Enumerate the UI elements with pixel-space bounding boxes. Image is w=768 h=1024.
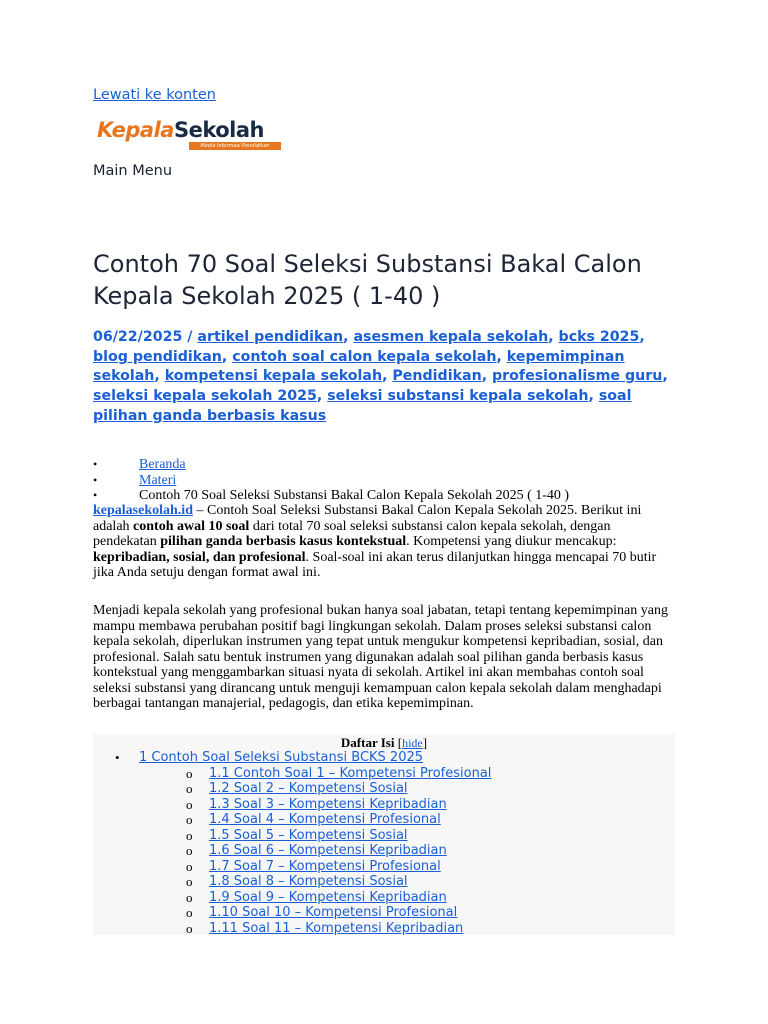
toc-item — [93, 797, 675, 813]
circle-bullet-icon: o — [186, 843, 193, 858]
intro-text: . Kompetensi yang diukur mencakup: — [406, 534, 617, 549]
toc-item-link[interactable]: 1.4 Soal 4 – Kompetensi Profesional — [209, 812, 441, 827]
circle-bullet-icon: o — [186, 858, 193, 874]
toc-item — [93, 890, 675, 906]
site-logo[interactable] — [95, 117, 285, 153]
category-link[interactable]: soal pilihan ganda berbasis kasus — [93, 388, 632, 424]
toc-item — [93, 766, 675, 782]
circle-bullet-icon: o — [186, 827, 193, 843]
logo-tagline: Media Informasi Pendidikan — [189, 142, 281, 150]
category-link[interactable]: seleksi substansi kepala sekolah — [327, 388, 589, 405]
toc-item — [93, 828, 675, 844]
toc-item — [93, 781, 675, 797]
toc-list — [93, 750, 675, 936]
category-link[interactable]: artikel pendidikan — [197, 329, 344, 345]
toc-item-link[interactable]: 1.5 Soal 5 – Kompetensi Sosial — [209, 827, 408, 843]
breadcrumb-materi-link[interactable]: Materi — [139, 472, 177, 488]
intro-bold: kepribadian, sosial, dan profesional — [93, 549, 306, 565]
circle-bullet-icon: o — [186, 874, 193, 889]
logo-text-kepala: Kepala — [97, 118, 174, 142]
toc-item — [93, 843, 675, 859]
toc-title: Daftar Isi [hide] — [340, 735, 428, 750]
post-meta: 06/22/2025 / artikel pendidikan, asesmen kepala sekolah, bcks 2025, blog pendidikan, contoh soal calon kepala sekolah, kepemimpinan sekolah, kompetensi kepala sekolah, Pendidikan, profesionalisme guru, seleksi kepala sekolah 2025, seleksi substansi kepala sekolah, soal pilihan ganda berbasis kasus — [93, 329, 668, 424]
toc-section — [93, 750, 675, 766]
logo-text-sekolah: Sekolah — [173, 118, 264, 142]
circle-bullet-icon: o — [186, 812, 193, 827]
intro-bold: pilihan ganda berbasis kasus kontekstual — [160, 534, 407, 549]
category-link[interactable]: seleksi kepala sekolah 2025 — [93, 388, 317, 405]
category-link[interactable]: profesionalisme guru — [492, 368, 663, 385]
toc-item — [93, 905, 675, 921]
circle-bullet-icon: o — [186, 920, 193, 936]
breadcrumb-item — [93, 473, 693, 489]
toc-heading: Daftar Isi — [340, 735, 395, 750]
toc-section-link[interactable]: 1 Contoh Soal Seleksi Substansi BCKS 2025 — [139, 750, 424, 765]
toc-hide-link[interactable]: hide — [402, 736, 423, 750]
circle-bullet-icon: o — [186, 765, 193, 781]
toc-item-link[interactable]: 1.8 Soal 8 – Kompetensi Sosial — [209, 874, 408, 889]
breadcrumb-current: • Contoh 70 Soal Seleksi Substansi Bakal Calon Kepala Sekolah 2025 ( 1-40 ) — [93, 488, 693, 504]
article-title: Contoh 70 Soal Seleksi Substansi Bakal Calon Kepala Sekolah 2025 ( 1-40 ) — [93, 250, 642, 310]
toc-item-link[interactable]: 1.6 Soal 6 – Kompetensi Kepribadian — [209, 843, 447, 858]
intro-text: dari total 70 soal seleksi substansi calon kepala sekolah, dengan pendekatan — [93, 518, 611, 549]
table-of-contents — [93, 734, 675, 935]
toc-item — [93, 921, 675, 937]
toc-item-link[interactable]: 1.3 Soal 3 – Kompetensi Kepribadian — [209, 796, 447, 812]
category-link[interactable]: kepemimpinan sekolah — [93, 348, 625, 385]
skip-to-content-link[interactable]: Lewati ke konten — [93, 87, 216, 103]
bullet-icon: • — [115, 750, 120, 765]
intro-bold: contoh awal 10 soal — [133, 518, 250, 534]
circle-bullet-icon: o — [186, 889, 193, 905]
toc-item-link[interactable]: 1.2 Soal 2 – Kompetensi Sosial — [209, 781, 408, 796]
intro-text: . Soal-soal ini akan terus dilanjutkan hingga mencapai 70 butir jika Anda setuju dengan format awal ini. — [93, 549, 657, 580]
circle-bullet-icon: o — [186, 781, 193, 796]
category-link[interactable]: Pendidikan — [392, 368, 482, 385]
site-link[interactable]: kepalasekolah.id — [93, 503, 193, 518]
post-date: 06/22/2025 — [93, 329, 183, 345]
toc-item — [93, 874, 675, 890]
breadcrumb — [93, 457, 693, 504]
category-link[interactable]: blog pendidikan — [93, 348, 222, 365]
toc-item-link[interactable]: 1.1 Contoh Soal 1 – Kompetensi Profesional — [209, 765, 492, 781]
intro-text: – Contoh Soal Seleksi Substansi Bakal Calon Kepala Sekolah 2025. Berikut ini adalah — [93, 503, 642, 534]
circle-bullet-icon: o — [186, 905, 193, 920]
circle-bullet-icon: o — [186, 796, 193, 812]
category-link[interactable]: contoh soal calon kepala sekolah — [232, 348, 497, 365]
toc-item — [93, 812, 675, 828]
main-menu-toggle[interactable]: Main Menu — [93, 163, 173, 179]
toc-item-link[interactable]: 1.9 Soal 9 – Kompetensi Kepribadian — [209, 889, 447, 905]
toc-item-link[interactable]: 1.7 Soal 7 – Kompetensi Profesional — [209, 858, 441, 874]
toc-item-link[interactable]: 1.11 Soal 11 – Kompetensi Kepribadian — [209, 920, 464, 936]
body-paragraph: Menjadi kepala sekolah yang profesional bukan hanya soal jabatan, tetapi tentang kepemimpinan yang mampu membawa perubahan positif bagi lingkungan sekolah. Dalam proses seleksi substansi calon kepala sekolah, diperlukan instrumen yang tepat untuk mengukur kompetensi kepribadian, sosial, dan profesional. Salah satu bentuk instrumen yang digunakan adalah soal pilihan ganda berbasis kasus kontekstual yang menggambarkan situasi nyata di sekolah. Artikel ini akan membahas contoh soal seleksi substansi yang dirancang untuk menguji kemampuan calon kepala sekolah dalam menghadapi berbagai tantangan manajerial, pedagogis, dan etika kepemimpinan. — [93, 603, 668, 711]
category-link[interactable]: bcks 2025 — [558, 329, 640, 345]
toc-item — [93, 859, 675, 875]
intro-paragraph — [93, 503, 668, 581]
breadcrumb-home-link[interactable]: Beranda — [139, 457, 186, 472]
toc-item-link[interactable]: 1.10 Soal 10 – Kompetensi Profesional — [209, 905, 458, 920]
category-link[interactable]: kompetensi kepala sekolah — [164, 368, 383, 385]
meta-separator: / — [182, 329, 198, 345]
breadcrumb-item — [93, 457, 693, 473]
category-link[interactable]: asesmen kepala sekolah — [353, 329, 549, 345]
